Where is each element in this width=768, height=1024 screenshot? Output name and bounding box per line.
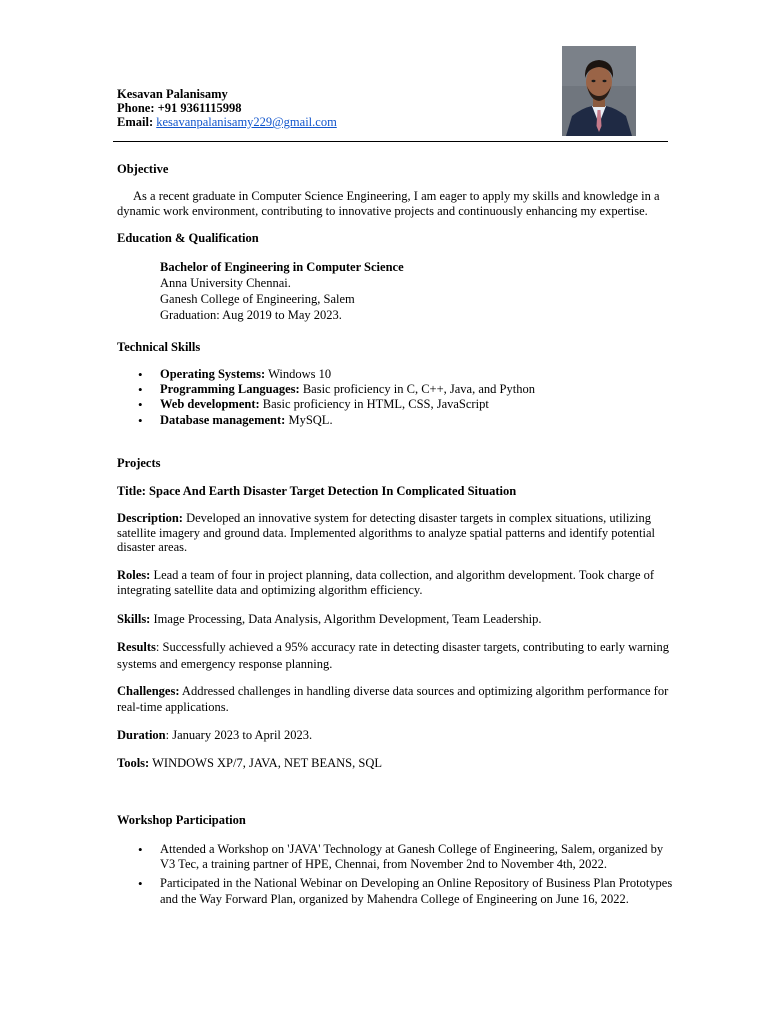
description-line-2: satellite imagery and ground data. Implemented algorithms to analyze spatial patterns and identify potential xyxy=(117,525,656,540)
skill-value: Windows 10 xyxy=(265,367,332,381)
results-label: Results xyxy=(117,640,156,654)
description-line-3: disaster areas. xyxy=(117,540,188,554)
skill-item-web xyxy=(138,397,535,412)
candidate-name: Kesavan Palanisamy xyxy=(117,87,228,101)
workshop-list xyxy=(138,842,672,907)
challenges-line-2: real-time applications. xyxy=(117,699,229,714)
workshop-item xyxy=(138,842,672,872)
phone-number: +91 9361115998 xyxy=(157,101,242,115)
email-label: Email: xyxy=(117,115,154,129)
skill-label: Programming Languages: xyxy=(160,382,300,397)
phone-line xyxy=(117,101,242,116)
challenges-label: Challenges: xyxy=(117,684,180,698)
duration-label: Duration xyxy=(117,728,166,742)
tools-label: Tools: xyxy=(117,756,150,770)
workshop-item-line-2: V3 Tec, a training partner of HPE, Chennai, from November 2nd to November 4th, 2022. xyxy=(160,857,608,872)
roles-label: Roles: xyxy=(117,568,151,582)
skill-value: Basic proficiency in HTML, CSS, JavaScript xyxy=(259,397,489,412)
education-college: Ganesh College of Engineering, Salem xyxy=(160,292,355,306)
workshop-item-line-1: • Participated in the National Webinar on Developing an Online Repository of Business Plan Prototypes xyxy=(160,876,673,891)
duration-value: : January 2023 to April 2023. xyxy=(165,728,313,742)
description-line-1: Developed an innovative system for detecting disaster targets in complex situations, utilizing xyxy=(182,511,652,525)
description-label: Description: xyxy=(117,511,183,525)
project-challenges xyxy=(117,684,669,714)
results-line-1: : Successfully achieved a 95% accuracy rate in detecting disaster targets, contributing to early warning xyxy=(155,640,670,654)
objective-line-1: As a recent graduate in Computer Science Engineering, I am eager to apply my skills and knowledge in a xyxy=(133,189,660,203)
project-skills-label: Skills: xyxy=(117,612,151,626)
project-description xyxy=(117,511,656,555)
skills-list xyxy=(138,367,535,428)
education-degree: Bachelor of Engineering in Computer Science xyxy=(160,260,404,274)
results-line-2: systems and emergency response planning. xyxy=(117,656,333,671)
skill-item-programming xyxy=(138,382,535,397)
project-skills xyxy=(117,612,642,627)
education-university: Anna University Chennai. xyxy=(160,276,291,290)
skill-label: Operating Systems: xyxy=(160,367,266,381)
project-duration xyxy=(117,728,642,743)
project-title: Title: Space And Earth Disaster Target Detection In Complicated Situation xyxy=(117,484,517,498)
skill-value: Basic proficiency in C, C++, Java, and Python xyxy=(299,382,535,397)
header-divider xyxy=(113,141,668,142)
projects-heading: Projects xyxy=(117,456,161,470)
project-results xyxy=(117,640,670,671)
skill-label: Database management: xyxy=(160,412,286,427)
education-block xyxy=(160,259,404,323)
objective-paragraph xyxy=(117,189,660,218)
phone-label: Phone: xyxy=(117,101,155,115)
profile-photo xyxy=(562,46,636,136)
education-graduation: Graduation: Aug 2019 to May 2023. xyxy=(160,308,342,322)
objective-line-2: dynamic work environment, contributing to innovative projects and continuously enhancing my expertise. xyxy=(117,203,648,218)
project-skills-value: Image Processing, Data Analysis, Algorithm Development, Team Leadership. xyxy=(150,612,542,626)
skill-item-os xyxy=(138,367,535,382)
email-line xyxy=(117,115,337,130)
roles-line-1: Lead a team of four in project planning, data collection, and algorithm development. Took charge of xyxy=(150,568,655,582)
project-roles xyxy=(117,568,655,597)
skills-heading: Technical Skills xyxy=(117,340,201,354)
workshop-item-line-2: and the Way Forward Plan, organized by Mahendra College of Engineering on June 16, 2022. xyxy=(160,891,629,906)
workshop-heading: Workshop Participation xyxy=(117,813,246,827)
objective-heading: Objective xyxy=(117,162,169,176)
roles-line-2: integrating satellite data and optimizing algorithm efficiency. xyxy=(117,582,423,597)
education-heading: Education & Qualification xyxy=(117,231,259,245)
skill-value: MySQL. xyxy=(285,412,333,427)
challenges-line-1: Addressed challenges in handling diverse data sources and optimizing algorithm performance for xyxy=(179,684,669,698)
skill-item-database xyxy=(138,413,535,428)
workshop-item xyxy=(138,876,672,906)
email-link[interactable]: kesavanpalanisamy229@gmail.com xyxy=(156,115,337,129)
workshop-item-line-1: • Attended a Workshop on 'JAVA' Technology at Ganesh College of Engineering, Salem, organized by xyxy=(160,842,664,856)
skill-label: Web development: xyxy=(160,397,260,412)
project-tools xyxy=(117,756,642,771)
tools-value: WINDOWS XP/7, JAVA, NET BEANS, SQL xyxy=(149,756,382,770)
